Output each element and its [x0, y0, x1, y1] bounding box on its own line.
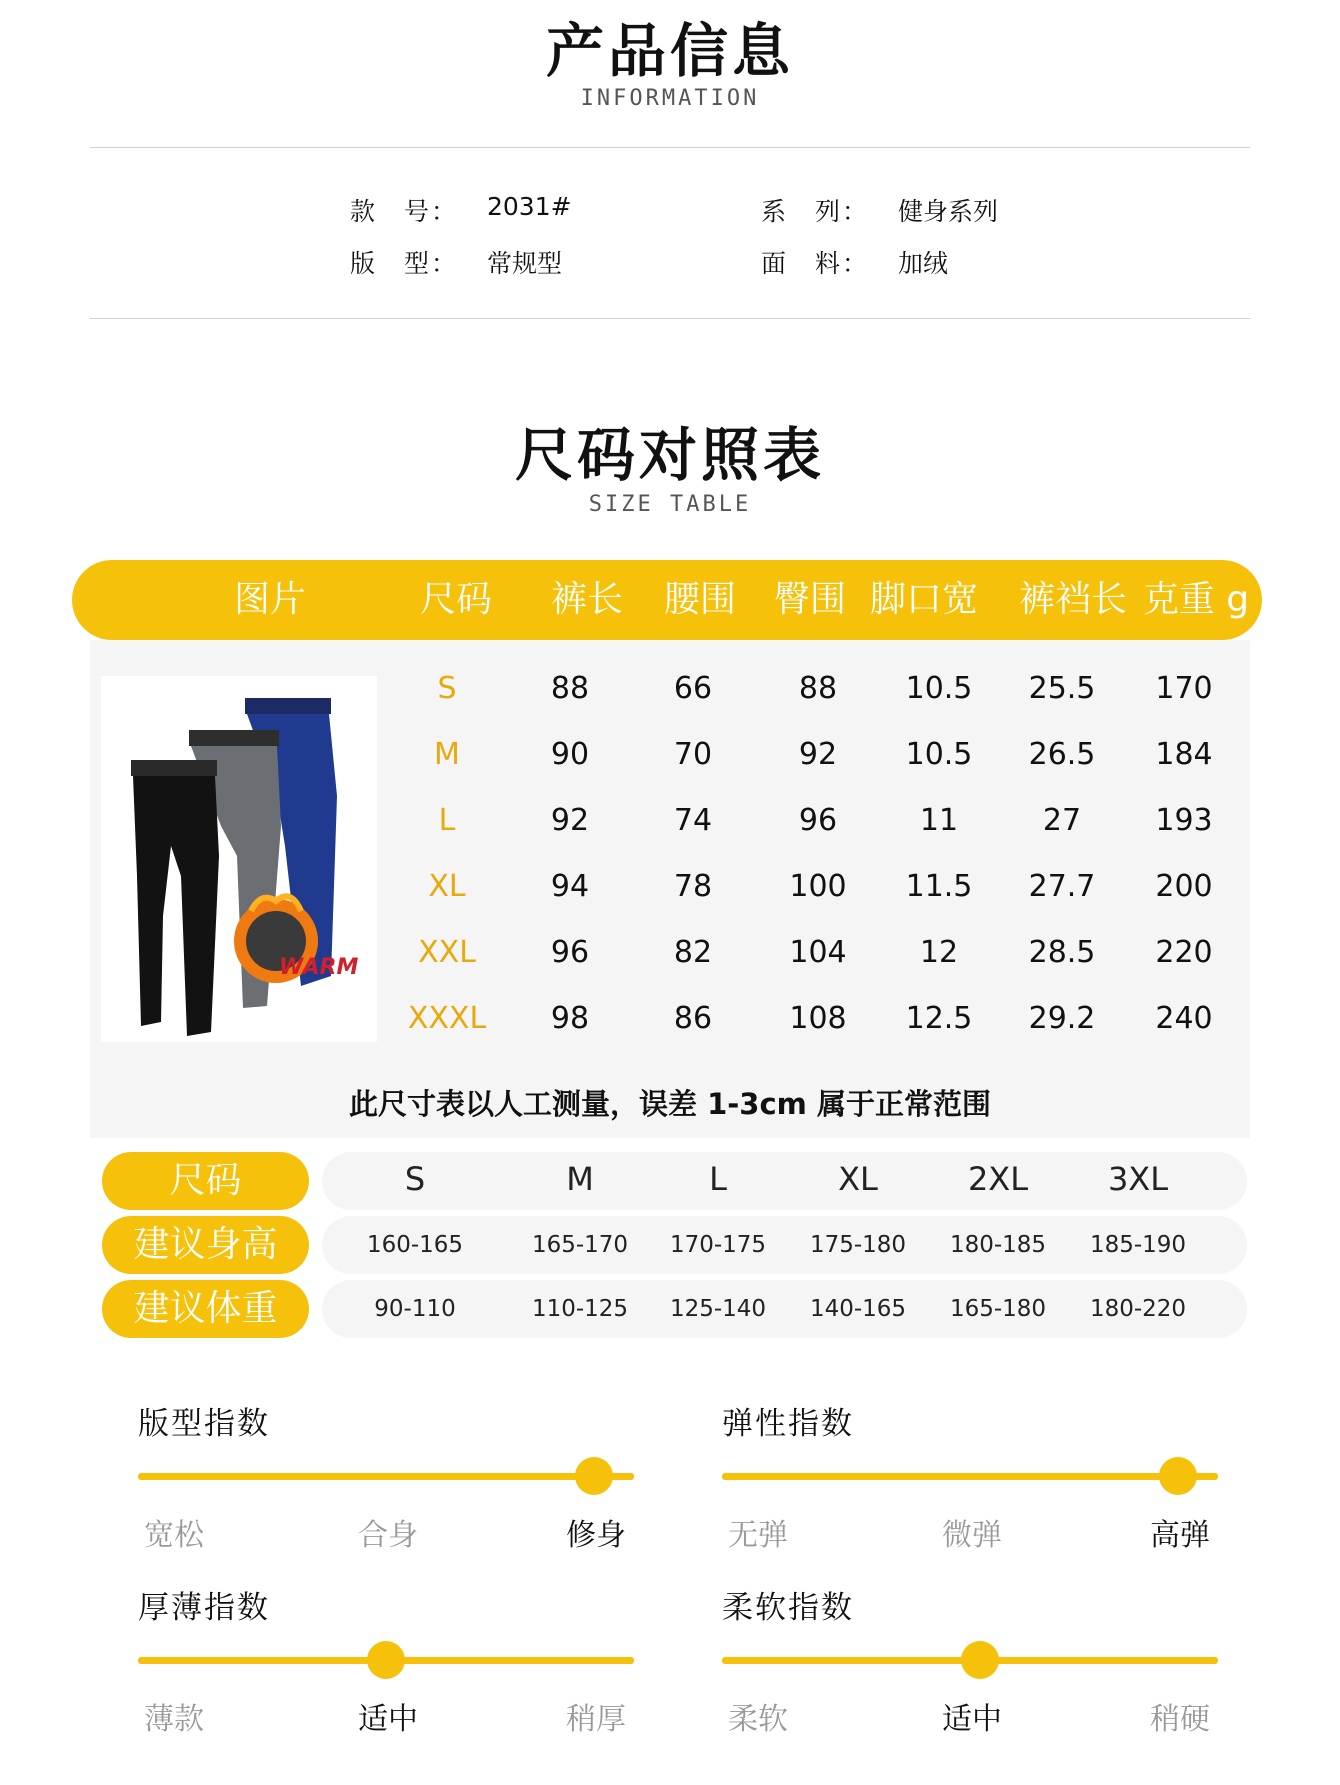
header-waist: 腰围	[663, 579, 737, 620]
measure-cell: 100	[789, 869, 847, 904]
measure-cell: 27.7	[1028, 869, 1096, 904]
header-rise: 裤裆长	[1018, 579, 1128, 620]
measure-cell: 96	[798, 803, 838, 838]
recommend-label-weight: 建议体重	[102, 1280, 309, 1338]
measure-cell: 82	[673, 935, 713, 970]
recommend-cell: 110-125	[531, 1296, 629, 1322]
index-slider-knob	[1159, 1457, 1197, 1495]
series-value: 健身系列	[898, 197, 999, 226]
size-cell: M	[434, 737, 460, 772]
recommend-cell: 2XL	[967, 1160, 1029, 1198]
warm-badge: WARM	[279, 955, 359, 980]
measure-cell: 70	[673, 737, 713, 772]
index-label: 稍硬	[1150, 1702, 1210, 1737]
measure-cell: 10.5	[905, 671, 973, 706]
measure-cell: 11.5	[905, 869, 973, 904]
recommend-cell: 185-190	[1089, 1232, 1187, 1258]
recommend-cell: 140-165	[809, 1296, 907, 1322]
index-title: 柔软指数	[722, 1590, 854, 1626]
style-no-label: 款 号：	[350, 197, 459, 226]
size-cell: S	[437, 671, 457, 706]
recommend-label-height: 建议身高	[102, 1216, 309, 1274]
size-cell: XXL	[418, 935, 476, 970]
measure-cell: 12	[919, 935, 959, 970]
recommend-cell: L	[709, 1160, 727, 1198]
measure-cell: 88	[550, 671, 590, 706]
measure-cell: 170	[1155, 671, 1213, 706]
index-label: 薄款	[144, 1702, 204, 1737]
measure-cell: 78	[673, 869, 713, 904]
index-title: 版型指数	[138, 1406, 270, 1442]
header-length: 裤长	[550, 579, 624, 620]
measure-cell: 26.5	[1028, 737, 1096, 772]
recommend-cell: 160-165	[366, 1232, 464, 1258]
header-photo: 图片	[233, 579, 307, 620]
index-label: 无弹	[728, 1518, 788, 1553]
index-label: 合身	[358, 1518, 418, 1553]
recommend-cell: 125-140	[669, 1296, 767, 1322]
measure-cell: 11	[919, 803, 959, 838]
measurement-note: 此尺寸表以人工测量，误差 1-3cm 属于正常范围	[349, 1087, 991, 1121]
recommend-cell: 3XL	[1107, 1160, 1169, 1198]
measure-cell: 92	[798, 737, 838, 772]
index-slider-track	[138, 1473, 634, 1480]
measure-cell: 184	[1155, 737, 1213, 772]
index-slider-knob	[575, 1457, 613, 1495]
recommend-cell: 180-220	[1089, 1296, 1187, 1322]
divider-bottom	[90, 318, 1250, 319]
info-title: 产品信息	[545, 17, 794, 85]
index-label: 适中	[942, 1702, 1002, 1737]
measure-cell: 10.5	[905, 737, 973, 772]
measure-cell: 220	[1155, 935, 1213, 970]
measure-cell: 94	[550, 869, 590, 904]
index-label: 高弹	[1150, 1518, 1210, 1553]
measure-cell: 90	[550, 737, 590, 772]
measure-cell: 27	[1042, 803, 1082, 838]
info-subtitle: INFORMATION	[580, 86, 760, 111]
measure-cell: 240	[1155, 1001, 1213, 1036]
measure-cell: 74	[673, 803, 713, 838]
fabric-value: 加绒	[898, 249, 949, 278]
index-slider-track	[722, 1473, 1218, 1480]
recommend-cell: M	[566, 1160, 594, 1198]
measure-cell: 108	[789, 1001, 847, 1036]
header-hem: 脚口宽	[869, 579, 979, 620]
size-cell: XXXL	[407, 1001, 487, 1036]
index-label: 修身	[566, 1518, 626, 1553]
measure-cell: 25.5	[1028, 671, 1096, 706]
recommend-cell: XL	[838, 1160, 878, 1198]
measure-cell: 92	[550, 803, 590, 838]
series-label: 系 列：	[761, 197, 870, 226]
recommend-label-size: 尺码	[102, 1152, 309, 1210]
measure-cell: 28.5	[1028, 935, 1096, 970]
recommend-cell: 175-180	[809, 1232, 907, 1258]
index-label: 微弹	[942, 1518, 1002, 1553]
measure-cell: 29.2	[1028, 1001, 1096, 1036]
size-cell: L	[438, 803, 456, 838]
measure-cell: 12.5	[905, 1001, 973, 1036]
product-photo	[101, 676, 377, 1042]
measure-cell: 86	[673, 1001, 713, 1036]
size-table-subtitle: SIZE TABLE	[588, 492, 752, 517]
size-cell: XL	[428, 869, 466, 904]
measure-cell: 104	[789, 935, 847, 970]
header-size: 尺码	[419, 579, 493, 620]
measure-cell: 193	[1155, 803, 1213, 838]
index-slider-knob	[367, 1641, 405, 1679]
recommend-cell: 165-180	[949, 1296, 1047, 1322]
index-title: 弹性指数	[722, 1406, 854, 1442]
measure-cell: 98	[550, 1001, 590, 1036]
index-label: 柔软	[728, 1702, 788, 1737]
recommend-cell: 180-185	[949, 1232, 1047, 1258]
style-no-value: 2031#	[487, 192, 572, 221]
fit-type-label: 版 型：	[350, 249, 459, 278]
recommend-cell: 90-110	[374, 1296, 456, 1322]
index-label: 稍厚	[566, 1702, 626, 1737]
recommend-cell: 170-175	[669, 1232, 767, 1258]
recommend-cell: 165-170	[531, 1232, 629, 1258]
header-weight: 克重 g	[1142, 579, 1250, 620]
leggings-illustration	[101, 676, 377, 1042]
index-slider-knob	[961, 1641, 999, 1679]
measure-cell: 88	[798, 671, 838, 706]
divider-top	[90, 147, 1250, 148]
size-table-title: 尺码对照表	[514, 421, 825, 489]
fit-type-value: 常规型	[487, 249, 563, 278]
measure-cell: 96	[550, 935, 590, 970]
index-label: 适中	[358, 1702, 418, 1737]
header-hip: 臀围	[773, 579, 847, 620]
index-title: 厚薄指数	[138, 1590, 270, 1626]
index-label: 宽松	[144, 1518, 204, 1553]
fabric-label: 面 料：	[761, 249, 870, 278]
measure-cell: 66	[673, 671, 713, 706]
measure-cell: 200	[1155, 869, 1213, 904]
recommend-cell: S	[404, 1160, 426, 1198]
